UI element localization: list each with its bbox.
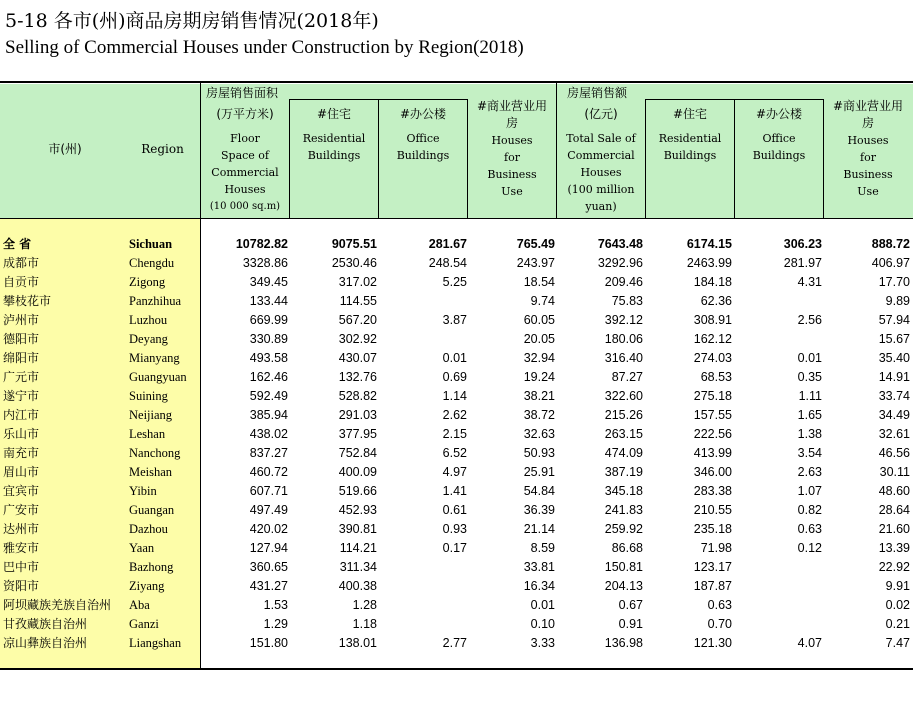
table-cell: 1.28 <box>352 598 377 612</box>
table-cell: 9075.51 <box>331 237 377 251</box>
table-cell: 243.97 <box>516 256 555 270</box>
table-cell: 452.93 <box>338 503 377 517</box>
region-name-en: Aba <box>129 598 150 612</box>
table-cell: 241.83 <box>604 503 643 517</box>
table-cell: 25.91 <box>523 465 555 479</box>
region-name-cn: 甘孜藏族自治州 <box>3 617 88 631</box>
region-name-en: Ganzi <box>129 617 159 631</box>
table-cell: 2.62 <box>442 408 467 422</box>
table-cell: 187.87 <box>693 579 732 593</box>
table-cell: 38.21 <box>523 389 555 403</box>
table-cell: 19.24 <box>523 370 555 384</box>
table-cell: 87.27 <box>611 370 643 384</box>
table-row <box>0 292 913 311</box>
region-name-en: Dazhou <box>129 522 168 536</box>
table-cell: 21.60 <box>878 522 910 536</box>
table-row <box>0 425 913 444</box>
table-row <box>0 330 913 349</box>
header-line: Houses <box>491 134 533 147</box>
table-cell: 0.63 <box>797 522 822 536</box>
table-cell: 151.80 <box>249 636 288 650</box>
region-name-cn: 巴中市 <box>3 560 40 574</box>
table-cell: 32.63 <box>523 427 555 441</box>
header-line: Office <box>406 132 440 145</box>
table-cell: 0.21 <box>885 617 910 631</box>
header-line: Use <box>501 185 523 198</box>
table-cell: 68.53 <box>700 370 732 384</box>
header-sale-off-en <box>735 130 823 164</box>
header-line: Houses <box>224 183 266 196</box>
table-cell: 0.63 <box>707 598 732 612</box>
table-cell: 1.18 <box>352 617 377 631</box>
region-name-en: Luzhou <box>129 313 168 327</box>
table-cell: 1.11 <box>798 389 822 403</box>
table-cell: 0.17 <box>442 541 467 555</box>
header-area-res <box>290 106 378 164</box>
table-cell: 0.01 <box>797 351 822 365</box>
header-line: for <box>504 151 520 164</box>
table-row <box>0 596 913 615</box>
header-sale-total-cn: (亿元) <box>584 107 618 121</box>
header-line: yuan) <box>585 200 617 213</box>
table-row <box>0 577 913 596</box>
table-cell: 1.07 <box>797 484 822 498</box>
region-name-en: Chengdu <box>129 256 175 270</box>
region-name-en: Suining <box>129 389 168 403</box>
table-cell: 2.77 <box>442 636 467 650</box>
header-line: (10 000 sq.m) <box>209 201 281 212</box>
region-name-cn: 全 省 <box>3 237 32 251</box>
grid-line <box>645 99 823 100</box>
header-line: Houses <box>847 134 889 147</box>
region-name-cn: 宜宾市 <box>3 484 40 498</box>
header-line: Use <box>857 185 879 198</box>
table-row <box>0 273 913 292</box>
region-name-cn: 泸州市 <box>3 313 40 327</box>
table-cell: 281.97 <box>783 256 822 270</box>
table-cell: 248.54 <box>428 256 467 270</box>
table-cell: 3.87 <box>442 313 467 327</box>
header-area-off <box>379 106 467 164</box>
table-cell: 330.89 <box>249 332 288 346</box>
table-row <box>0 368 913 387</box>
table-cell: 274.03 <box>693 351 732 365</box>
table-cell: 306.23 <box>783 237 822 251</box>
header-line: Residential <box>658 132 722 145</box>
region-name-cn: 广元市 <box>3 370 40 384</box>
header-sale-off-cn: #办公楼 <box>755 107 803 121</box>
region-name-cn: 眉山市 <box>3 465 40 479</box>
region-name-cn: 阿坝藏族羌族自治州 <box>3 598 112 612</box>
table-row <box>0 463 913 482</box>
region-name-cn: 成都市 <box>3 256 40 270</box>
region-name-en: Panzhihua <box>129 294 182 308</box>
table-row <box>0 444 913 463</box>
table-cell: 210.55 <box>693 503 732 517</box>
region-name-cn: 内江市 <box>3 408 40 422</box>
table-cell: 400.38 <box>338 579 377 593</box>
table-cell: 3.54 <box>797 446 822 460</box>
region-name-cn: 资阳市 <box>3 579 40 593</box>
table-cell: 71.98 <box>700 541 732 555</box>
header-sale-res <box>646 106 734 164</box>
table-row <box>0 634 913 653</box>
header-group-area: 房屋销售面积 <box>206 86 279 100</box>
table-cell: 132.76 <box>338 370 377 384</box>
table-cell: 14.91 <box>878 370 910 384</box>
table-cell: 2.56 <box>797 313 822 327</box>
table-cell: 4.31 <box>797 275 822 289</box>
table-cell: 15.67 <box>878 332 910 346</box>
header-sale-res-en <box>646 130 734 164</box>
table-cell: 9.74 <box>530 294 555 308</box>
table-cell: 413.99 <box>693 446 732 460</box>
table-cell: 36.39 <box>523 503 555 517</box>
table-cell: 493.58 <box>249 351 288 365</box>
table-cell: 127.94 <box>249 541 288 555</box>
page-title-cn: 5-18 各市(州)商品房期房销售情况(2018年) <box>5 10 379 32</box>
table-cell: 392.12 <box>604 313 643 327</box>
table-cell: 1.29 <box>263 617 288 631</box>
header-bottom-rule <box>0 218 913 219</box>
table-cell: 765.49 <box>516 237 555 251</box>
table-cell: 162.46 <box>249 370 288 384</box>
table-cell: 837.27 <box>249 446 288 460</box>
region-name-cn: 雅安市 <box>3 541 40 555</box>
table-cell: 360.65 <box>249 560 288 574</box>
table-cell: 6.52 <box>442 446 467 460</box>
table-cell: 57.94 <box>878 313 910 327</box>
table-cell: 0.12 <box>797 541 822 555</box>
table-cell: 48.60 <box>878 484 910 498</box>
table-cell: 114.21 <box>339 541 377 555</box>
table-row <box>0 482 913 501</box>
table-cell: 0.82 <box>797 503 822 517</box>
table-cell: 438.02 <box>249 427 288 441</box>
header-line: Total Sale of <box>566 132 636 145</box>
table-cell: 32.94 <box>523 351 555 365</box>
table-cell: 1.38 <box>797 427 822 441</box>
region-name-cn: 攀枝花市 <box>3 294 52 308</box>
header-line: Buildings <box>307 149 361 162</box>
region-name-en: Leshan <box>129 427 166 441</box>
table-cell: 13.39 <box>878 541 910 555</box>
table-cell: 431.27 <box>249 579 288 593</box>
table-cell: 259.92 <box>604 522 643 536</box>
header-area-off-en <box>379 130 467 164</box>
header-group-sales: 房屋销售额 <box>567 86 628 100</box>
table-cell: 204.13 <box>604 579 643 593</box>
table-cell: 308.91 <box>693 313 732 327</box>
table-cell: 460.72 <box>249 465 288 479</box>
header-area-res-en <box>290 130 378 164</box>
region-name-cn: 德阳市 <box>3 332 40 346</box>
table-cell: 7.47 <box>885 636 910 650</box>
table-cell: 62.36 <box>700 294 732 308</box>
region-name-en: Bazhong <box>129 560 174 574</box>
region-name-en: Guangyuan <box>129 370 187 384</box>
header-sale-biz <box>824 98 912 200</box>
table-cell: 10782.82 <box>235 237 288 251</box>
region-name-en: Deyang <box>129 332 168 346</box>
table-row <box>0 235 913 254</box>
header-line: Business <box>843 168 893 181</box>
header-area-total <box>201 106 289 215</box>
region-name-cn: 南充市 <box>3 446 40 460</box>
region-name-en: Liangshan <box>129 636 182 650</box>
header-line: Residential <box>302 132 366 145</box>
region-name-en: Yaan <box>129 541 155 555</box>
table-cell: 209.46 <box>604 275 643 289</box>
region-name-en: Neijiang <box>129 408 173 422</box>
table-cell: 2530.46 <box>331 256 377 270</box>
table-cell: 9.91 <box>885 579 910 593</box>
table-cell: 18.54 <box>523 275 555 289</box>
table-cell: 0.35 <box>797 370 822 384</box>
table-row <box>0 311 913 330</box>
header-sale-res-cn: #住宅 <box>672 107 708 121</box>
table-cell: 345.18 <box>604 484 643 498</box>
header-sale-off <box>735 106 823 164</box>
table-cell: 283.38 <box>693 484 732 498</box>
region-name-en: Ziyang <box>129 579 165 593</box>
table-cell: 291.03 <box>338 408 377 422</box>
table-cell: 9.89 <box>885 294 910 308</box>
table-cell: 317.02 <box>338 275 377 289</box>
table-cell: 281.67 <box>428 237 467 251</box>
top-rule <box>0 81 913 83</box>
table-cell: 222.56 <box>693 427 732 441</box>
table-cell: 121.30 <box>693 636 732 650</box>
table-cell: 75.83 <box>611 294 643 308</box>
table-cell: 316.40 <box>604 351 643 365</box>
header-line: Business <box>487 168 537 181</box>
table-cell: 3292.96 <box>597 256 643 270</box>
table-cell: 6174.15 <box>686 237 732 251</box>
header-line: Space of <box>221 149 269 162</box>
table-cell: 2463.99 <box>686 256 732 270</box>
table-cell: 0.91 <box>618 617 643 631</box>
table-cell: 0.10 <box>530 617 555 631</box>
table-cell: 0.93 <box>442 522 467 536</box>
table-cell: 21.14 <box>523 522 555 536</box>
header-sale-total-en <box>557 130 645 215</box>
table-cell: 302.92 <box>338 332 377 346</box>
table-cell: 263.15 <box>604 427 643 441</box>
table-cell: 406.97 <box>871 256 910 270</box>
region-name-en: Meishan <box>129 465 173 479</box>
table-cell: 8.59 <box>530 541 555 555</box>
table-cell: 20.05 <box>523 332 555 346</box>
table-cell: 35.40 <box>878 351 910 365</box>
table-cell: 0.67 <box>618 598 643 612</box>
table-cell: 32.61 <box>878 427 910 441</box>
table-row <box>0 406 913 425</box>
table-cell: 5.25 <box>442 275 467 289</box>
header-line: (100 million <box>567 183 635 196</box>
region-name-en: Mianyang <box>129 351 180 365</box>
region-name-en: Sichuan <box>129 237 173 251</box>
table-cell: 669.99 <box>249 313 288 327</box>
header-sale-biz-cn: #商业营业用 <box>832 99 904 113</box>
table-cell: 17.70 <box>878 275 910 289</box>
header-line: Buildings <box>663 149 717 162</box>
table-cell: 33.81 <box>523 560 555 574</box>
header-area-res-cn: #住宅 <box>316 107 352 121</box>
table-cell: 311.34 <box>339 560 377 574</box>
table-cell: 2.15 <box>442 427 467 441</box>
header-area-total-cn: (万平方米) <box>216 107 274 121</box>
table-cell: 400.09 <box>338 465 377 479</box>
table-cell: 2.63 <box>797 465 822 479</box>
table-cell: 4.07 <box>797 636 822 650</box>
table-cell: 46.56 <box>878 446 910 460</box>
region-name-cn: 凉山彝族自治州 <box>3 636 88 650</box>
table-cell: 50.93 <box>523 446 555 460</box>
table-cell: 86.68 <box>611 541 643 555</box>
region-name-cn: 绵阳市 <box>3 351 40 365</box>
header-sale-total <box>557 106 645 215</box>
table-row <box>0 520 913 539</box>
table-cell: 60.05 <box>523 313 555 327</box>
region-name-en: Nanchong <box>129 446 181 460</box>
header-line: Commercial <box>211 166 279 179</box>
table-cell: 215.26 <box>604 408 643 422</box>
table-cell: 34.49 <box>878 408 910 422</box>
table-cell: 16.34 <box>523 579 555 593</box>
header-area-total-en <box>201 130 289 215</box>
table-cell: 138.01 <box>338 636 377 650</box>
table-cell: 346.00 <box>693 465 732 479</box>
table-cell: 33.74 <box>878 389 910 403</box>
table-cell: 420.02 <box>249 522 288 536</box>
header-sale-biz-cn-2: 房 <box>861 116 874 130</box>
header-line: Office <box>762 132 796 145</box>
table-cell: 474.09 <box>604 446 643 460</box>
table-row <box>0 558 913 577</box>
table-row <box>0 387 913 406</box>
table-cell: 528.82 <box>338 389 377 403</box>
table-cell: 0.70 <box>707 617 732 631</box>
table-cell: 888.72 <box>871 237 910 251</box>
header-area-biz-cn-2: 房 <box>505 116 518 130</box>
region-name-cn: 乐山市 <box>3 427 40 441</box>
table-cell: 235.18 <box>693 522 732 536</box>
region-name-cn: 达州市 <box>3 522 40 536</box>
table-cell: 1.65 <box>797 408 822 422</box>
region-name-cn: 遂宁市 <box>3 389 40 403</box>
table-cell: 592.49 <box>249 389 288 403</box>
table-cell: 0.01 <box>530 598 555 612</box>
header-line: Houses <box>580 166 622 179</box>
table-cell: 150.81 <box>604 560 643 574</box>
table-cell: 0.02 <box>885 598 910 612</box>
table-cell: 377.95 <box>338 427 377 441</box>
table-cell: 322.60 <box>604 389 643 403</box>
region-name-en: Zigong <box>129 275 166 289</box>
region-name-en: Guangan <box>129 503 175 517</box>
table-cell: 1.14 <box>442 389 467 403</box>
table-cell: 22.92 <box>878 560 910 574</box>
header-line: Floor <box>230 132 260 145</box>
table-cell: 136.98 <box>604 636 643 650</box>
bottom-rule <box>0 668 913 670</box>
table-cell: 162.12 <box>693 332 732 346</box>
table-cell: 54.84 <box>523 484 555 498</box>
table-cell: 114.55 <box>339 294 377 308</box>
table-cell: 133.44 <box>249 294 288 308</box>
table-cell: 497.49 <box>249 503 288 517</box>
table-cell: 385.94 <box>249 408 288 422</box>
table-cell: 3328.86 <box>242 256 288 270</box>
table-cell: 4.97 <box>442 465 467 479</box>
header-region-en: Region <box>141 142 184 156</box>
header-area-off-cn: #办公楼 <box>399 107 447 121</box>
header-line: Buildings <box>396 149 450 162</box>
table-cell: 30.11 <box>879 465 910 479</box>
table-cell: 1.53 <box>263 598 288 612</box>
table-cell: 275.18 <box>693 389 732 403</box>
region-name-en: Yibin <box>129 484 157 498</box>
header-line: Buildings <box>752 149 806 162</box>
table-row <box>0 349 913 368</box>
table-cell: 38.72 <box>523 408 555 422</box>
header-line: Commercial <box>567 149 635 162</box>
table-cell: 519.66 <box>338 484 377 498</box>
header-line: for <box>860 151 876 164</box>
table-cell: 567.20 <box>338 313 377 327</box>
table-cell: 157.55 <box>693 408 732 422</box>
table-cell: 28.64 <box>878 503 910 517</box>
header-area-biz <box>468 98 556 200</box>
table-cell: 7643.48 <box>597 237 643 251</box>
table-cell: 1.41 <box>442 484 467 498</box>
page-title-en: Selling of Commercial Houses under Construction by Region(2018) <box>5 37 524 58</box>
table-cell: 430.07 <box>338 351 377 365</box>
table-cell: 0.69 <box>442 370 467 384</box>
table-cell: 387.19 <box>604 465 643 479</box>
table-cell: 0.01 <box>442 351 467 365</box>
table-row <box>0 615 913 634</box>
table-cell: 180.06 <box>604 332 643 346</box>
table-row <box>0 254 913 273</box>
table-cell: 607.71 <box>249 484 288 498</box>
region-name-cn: 自贡市 <box>3 275 40 289</box>
table-cell: 349.45 <box>249 275 288 289</box>
table-cell: 184.18 <box>693 275 732 289</box>
table-cell: 390.81 <box>338 522 377 536</box>
region-name-cn: 广安市 <box>3 503 40 517</box>
table-row <box>0 539 913 558</box>
table-cell: 0.61 <box>442 503 467 517</box>
header-area-biz-cn: #商业营业用 <box>476 99 548 113</box>
table-cell: 3.33 <box>530 636 555 650</box>
header-region-cn: 市(州) <box>48 142 82 156</box>
table-cell: 123.17 <box>693 560 732 574</box>
grid-line <box>289 99 467 100</box>
table-cell: 752.84 <box>338 446 377 460</box>
table-row <box>0 501 913 520</box>
